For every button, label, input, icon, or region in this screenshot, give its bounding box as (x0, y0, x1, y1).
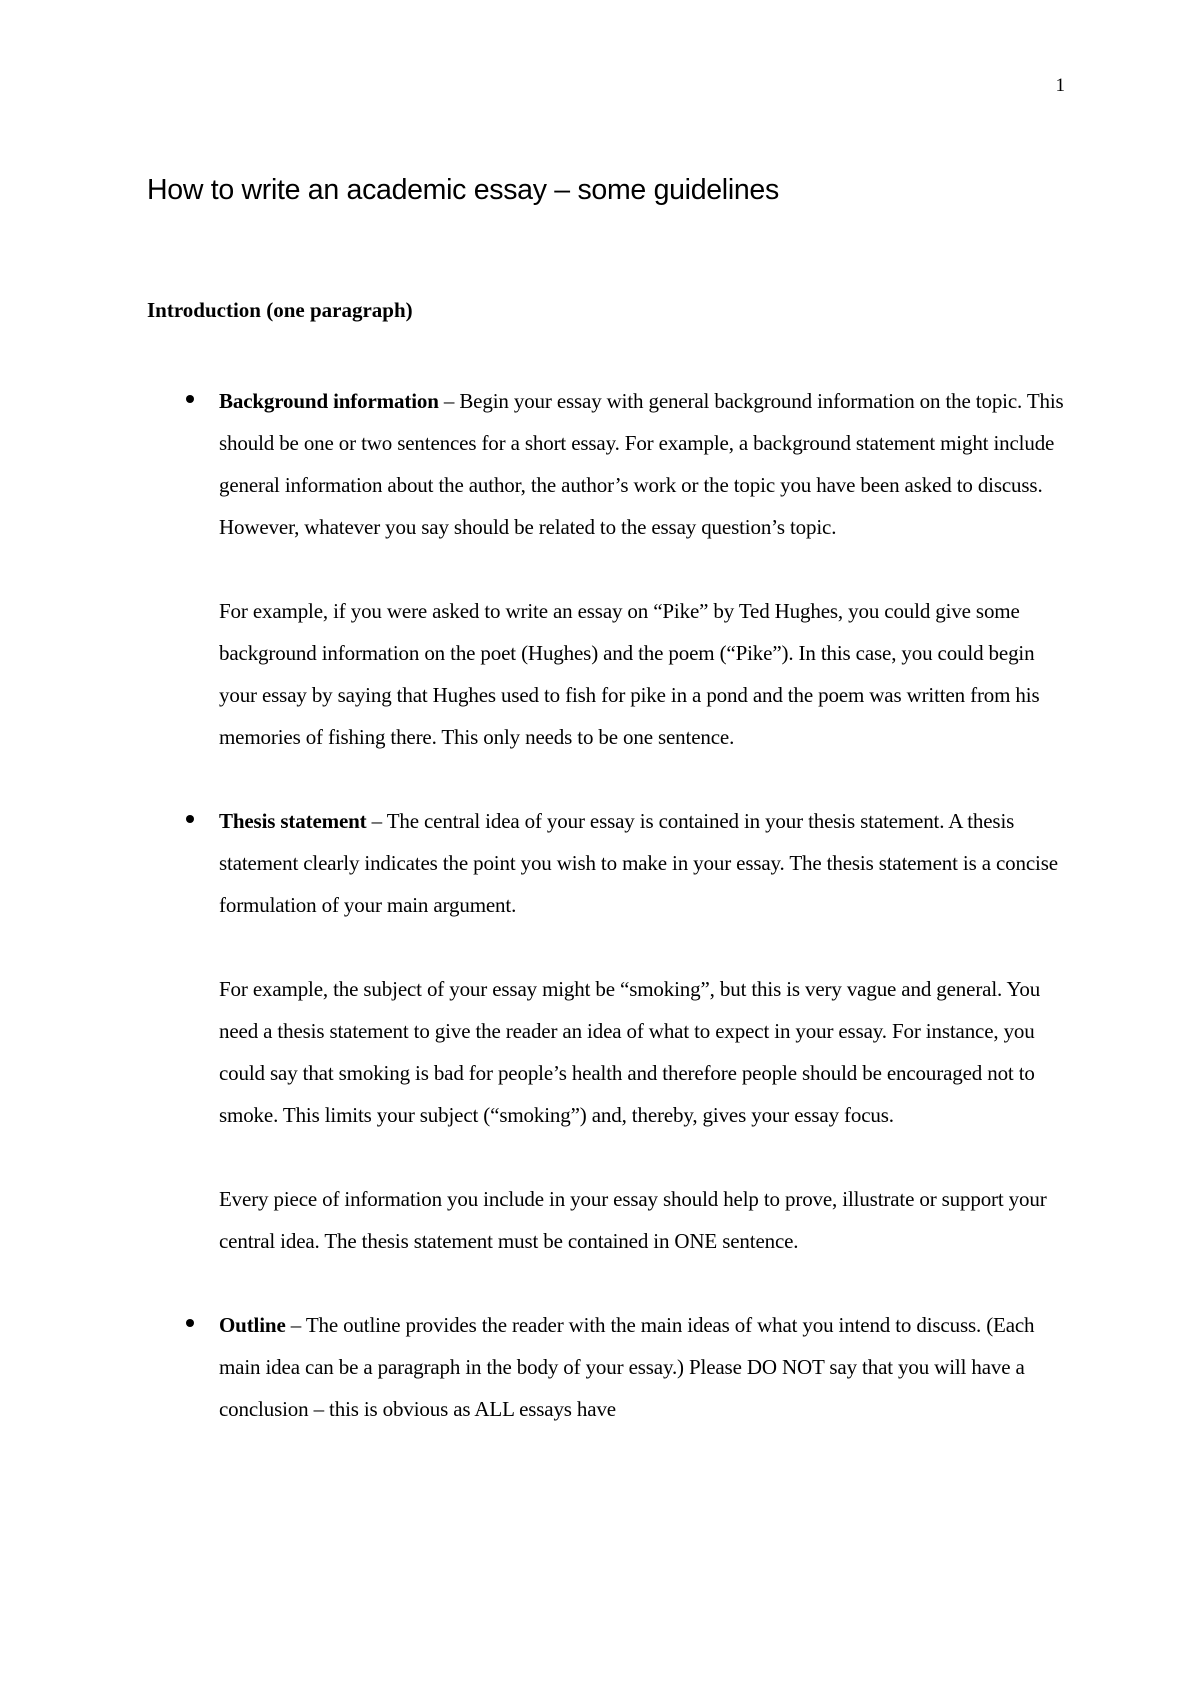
bullet-icon (186, 815, 194, 823)
bullet-lead-text: The central idea of your essay is contained in your thesis statement. A thesis statement clearly indicates the point you wish to make in your essay. The thesis statement is a concise formulation of your main argument. (219, 809, 1058, 917)
introduction-bullet-list (0, 380, 1200, 1472)
bullet-term: Thesis statement (219, 809, 367, 833)
bullet-lead-text: Begin your essay with general background information on the topic. This should be one or two sentences for a short essay. For example, a background statement might include general information about the author, the author’s work or the topic you have been asked to discuss. However, whatever you say should be related to the essay question’s topic. (219, 389, 1064, 539)
bullet-term: Outline (219, 1313, 286, 1337)
term-separator: – (438, 389, 460, 413)
bullet-lead-paragraph (219, 800, 1069, 926)
term-separator: – (366, 809, 387, 833)
section-heading-introduction: Introduction (one paragraph) (147, 298, 413, 322)
bullet-icon (186, 1319, 194, 1327)
bullet-lead-text: The outline provides the reader with the main ideas of what you intend to discuss. (Each main idea can be a paragraph in the body of your essay.) Please DO NOT say that you will have a conclusion – this is obvious as ALL essays have (219, 1313, 1035, 1421)
bullet-lead-paragraph (219, 380, 1069, 548)
support-paragraph: Every piece of information you include in your essay should help to prove, illustrate or support your central idea. The thesis statement must be contained in ONE sentence. (219, 1187, 1047, 1253)
bullet-icon (186, 395, 194, 403)
document-title: How to write an academic essay – some guidelines (147, 174, 779, 206)
term-separator: – (285, 1313, 306, 1337)
bullet-term: Background information (219, 389, 439, 413)
example-paragraph: For example, if you were asked to write an essay on “Pike” by Ted Hughes, you could give some background information on the poet (Hughes) and the poem (“Pike”). In this case, you could begin your essay by saying that Hughes used to fish for pike in a pond and the poem was written from his memories of fishing there. This only needs to be one sentence. (219, 599, 1040, 749)
bullet-lead-paragraph (219, 1304, 1069, 1430)
example-paragraph: For example, the subject of your essay might be “smoking”, but this is very vague and general. You need a thesis statement to give the reader an idea of what to expect in your essay. For instance, you could say that smoking is bad for people’s health and therefore people should be encouraged not to smoke. This limits your subject (“smoking”) and, thereby, gives your essay focus. (219, 977, 1041, 1127)
bullet-item-outline (0, 1304, 1069, 1430)
page-number: 1 (1055, 75, 1065, 96)
bullet-item-background-information (0, 380, 1069, 758)
bullet-item-thesis-statement (0, 800, 1069, 1262)
